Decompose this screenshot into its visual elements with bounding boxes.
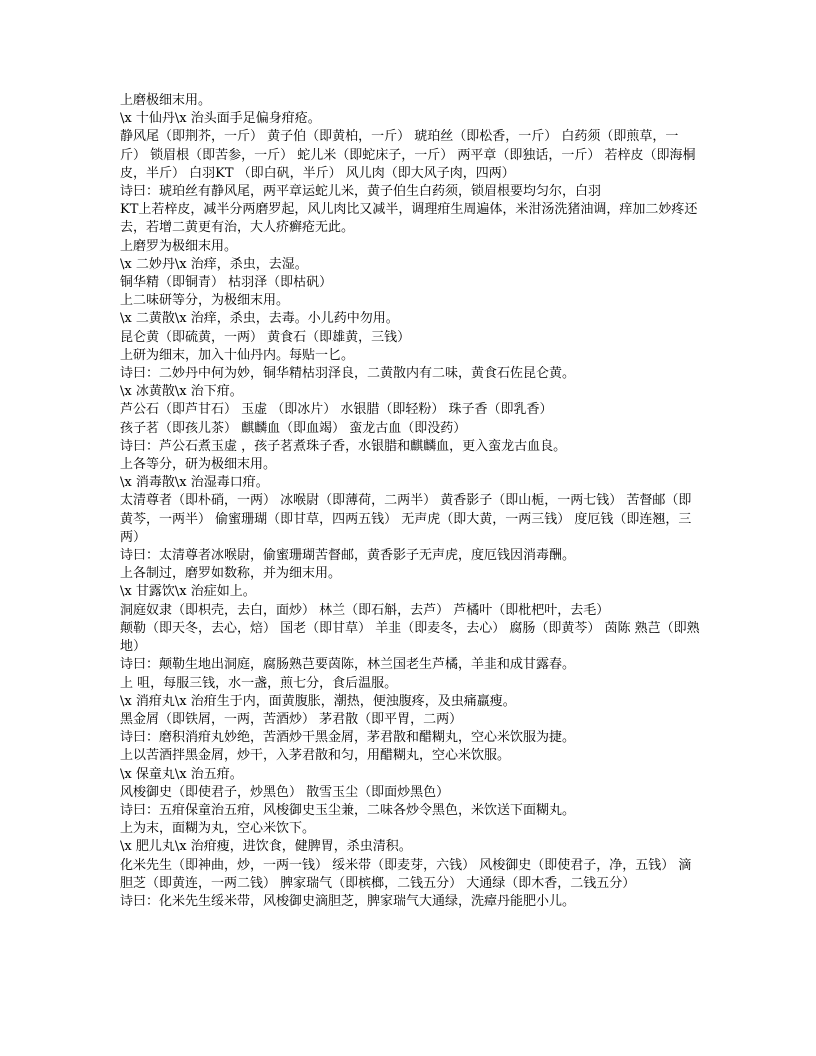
poem-line: 诗曰：二妙丹中何为妙，铜华精枯羽泽良，二黄散内有二味，黄食石佐昆仑黄。 [120,366,576,382]
poem-line: 诗曰：芦公石煮玉虚 ，孩子茗煮珠子香，水银腊和麒麟血，更入蛮龙古血良。 [120,438,567,454]
ingredient-line: 静风尾（即荆芥，一斤） 黄子伯（即黄柏，一斤） 琥珀丝（即松香，一斤） 白药须（即煎草，一斤） 锁眉根（即苦参，一斤） 蛇儿米（即蛇床子，一斤） 两平章（即独话，一斤） 若梓皮（即海桐皮，半斤） 白羽KT （即白矾，半斤） 风儿肉（即大风子肉，四两） [120,129,696,181]
instruction-line: 上 咀，每服三钱，水一盏，煎七分，食后温服。 [120,675,398,691]
ingredient-line: 昆仑黄（即硫黄，一两） 黄食石（即雄黄，三钱） [120,329,411,345]
recipe-title: \x 十仙丹\x 治头面手足偏身疳疮。 [120,111,321,127]
recipe-title: \x 消疳丸\x 治疳生于内，面黄腹胀，潮热，便浊腹疼，及虫痛羸瘦。 [120,693,516,709]
ingredient-line: 孩子茗（即孩儿茶） 麒麟血（即血竭） 蛮龙古血（即没药） [120,420,467,436]
instruction-line: 上研为细末，加入十仙丹内。每贴一匕。 [120,347,355,363]
ingredient-line: 风梭御史（即使君子，炒黑色） 散雪玉尘（即面炒黑色） [120,784,450,800]
recipe-title: \x 二妙丹\x 治痒，杀虫，去湿。 [120,256,308,272]
instruction-line: 上各制过，磨罗如数称，并为细末用。 [120,566,342,582]
ingredient-line: 化米先生（即神曲，炒，一两一钱） 绥米带（即麦芽，六钱） 风梭御史（即使君子，净，五钱） 滴胆芝（即黄连，一两二钱） 脾家瑞气（即槟榔，二钱五分） 大通绿（即木香，二钱五分） [120,857,692,891]
poem-line: 诗曰：化米先生绥米带，风梭御史滴胆芝，脾家瑞气大通绿，洗瘴丹能肥小儿。 [120,893,576,909]
recipe-title: \x 甘露饮\x 治症如上。 [120,584,256,600]
recipe-title: \x 消毒散\x 治湿毒口疳。 [120,475,269,491]
ingredient-line: 颠勒（即天冬，去心，焙） 国老（即甘草） 羊韭（即麦冬，去心） 腐肠（即黄芩） 茵陈 熟芑（即熟地） [120,620,700,655]
instruction-line: 上二味研等分，为极细末用。 [120,293,290,309]
instruction-line: 上以苦酒拌黑金屑，炒干，入茅君散和匀，用醋糊丸，空心米饮服。 [120,748,511,764]
recipe-title: \x 保童丸\x 治五疳。 [120,766,243,782]
ingredient-line: 洞庭奴隶（即枳壳，去白，面炒） 林兰（即石斛，去芦） 芦橘叶（即枇杷叶，去毛） [120,602,610,618]
poem-line: 诗曰：磨积消疳丸妙绝，苦酒炒干黑金屑，茅君散和醋糊丸，空心米饮服为捷。 [120,730,576,746]
poem-line: 诗曰：太清尊者冰喉尉，偷蜜珊瑚苦督邮，黄香影子无声虎，度厄钱因消毒酬。 [120,548,576,564]
instruction-line: 上为末，面糊为丸，空心米饮下。 [120,821,316,837]
ingredient-line: 黄芩，一两半） 偷蜜珊瑚（即甘草，四两五钱） 无声虎（即大黄，一两三钱） 度厄钱（即连翘，三两） [120,511,692,545]
poem-line: 诗曰：颠勒生地出洞庭，腐肠熟芑要茵陈，林兰国老生芦橘，羊韭和成甘露春。 [120,657,576,673]
ingredient-line: 铜华精（即铜青） 枯羽泽（即枯矾） [120,275,333,291]
recipe-title: \x 肥儿丸\x 治疳瘦，进饮食，健脾胃，杀虫清积。 [120,839,412,855]
recipe-title: \x 二黄散\x 治痒，杀虫，去毒。小儿药中勿用。 [120,311,399,327]
poem-line: KT上若梓皮，减半分两磨罗起，风儿肉比又减半，调理疳生周遍体，米泔汤洗猪油调，痒加二妙疼还去，若增二黄更有治，大人疥癣疮无此。 [120,202,698,236]
document-page [120,92,700,911]
ingredient-line: 芦公石（即芦甘石） 玉虚 （即冰片） 水银腊（即轻粉） 珠子香（即乳香） [120,402,553,418]
ingredient-line: 黑金屑（即铁屑，一两，苦酒炒） 茅君散（即平胃，二两） [120,711,463,727]
recipe-title: \x 冰黄散\x 治下疳。 [120,384,243,400]
instruction-line: 上磨罗为极细末用。 [120,238,238,254]
instruction-line: 上各等分，研为极细末用。 [120,457,277,473]
ingredient-line: 太清尊者（即朴硝，一两） 冰喉尉（即薄荷，二两半） 黄香影子（即山栀，一两七钱） 苦督邮（即 [120,493,692,509]
poem-line: 诗曰：琥珀丝有静风尾，两平章运蛇儿米，黄子伯生白药须，锁眉根要均匀尔，白羽 [120,184,602,200]
text-line: 上磨极细末用。 [120,93,212,108]
poem-line: 诗曰：五疳保童治五疳，风梭御史玉尘兼，二味各炒令黑色，米饮送下面糊丸。 [120,802,576,818]
